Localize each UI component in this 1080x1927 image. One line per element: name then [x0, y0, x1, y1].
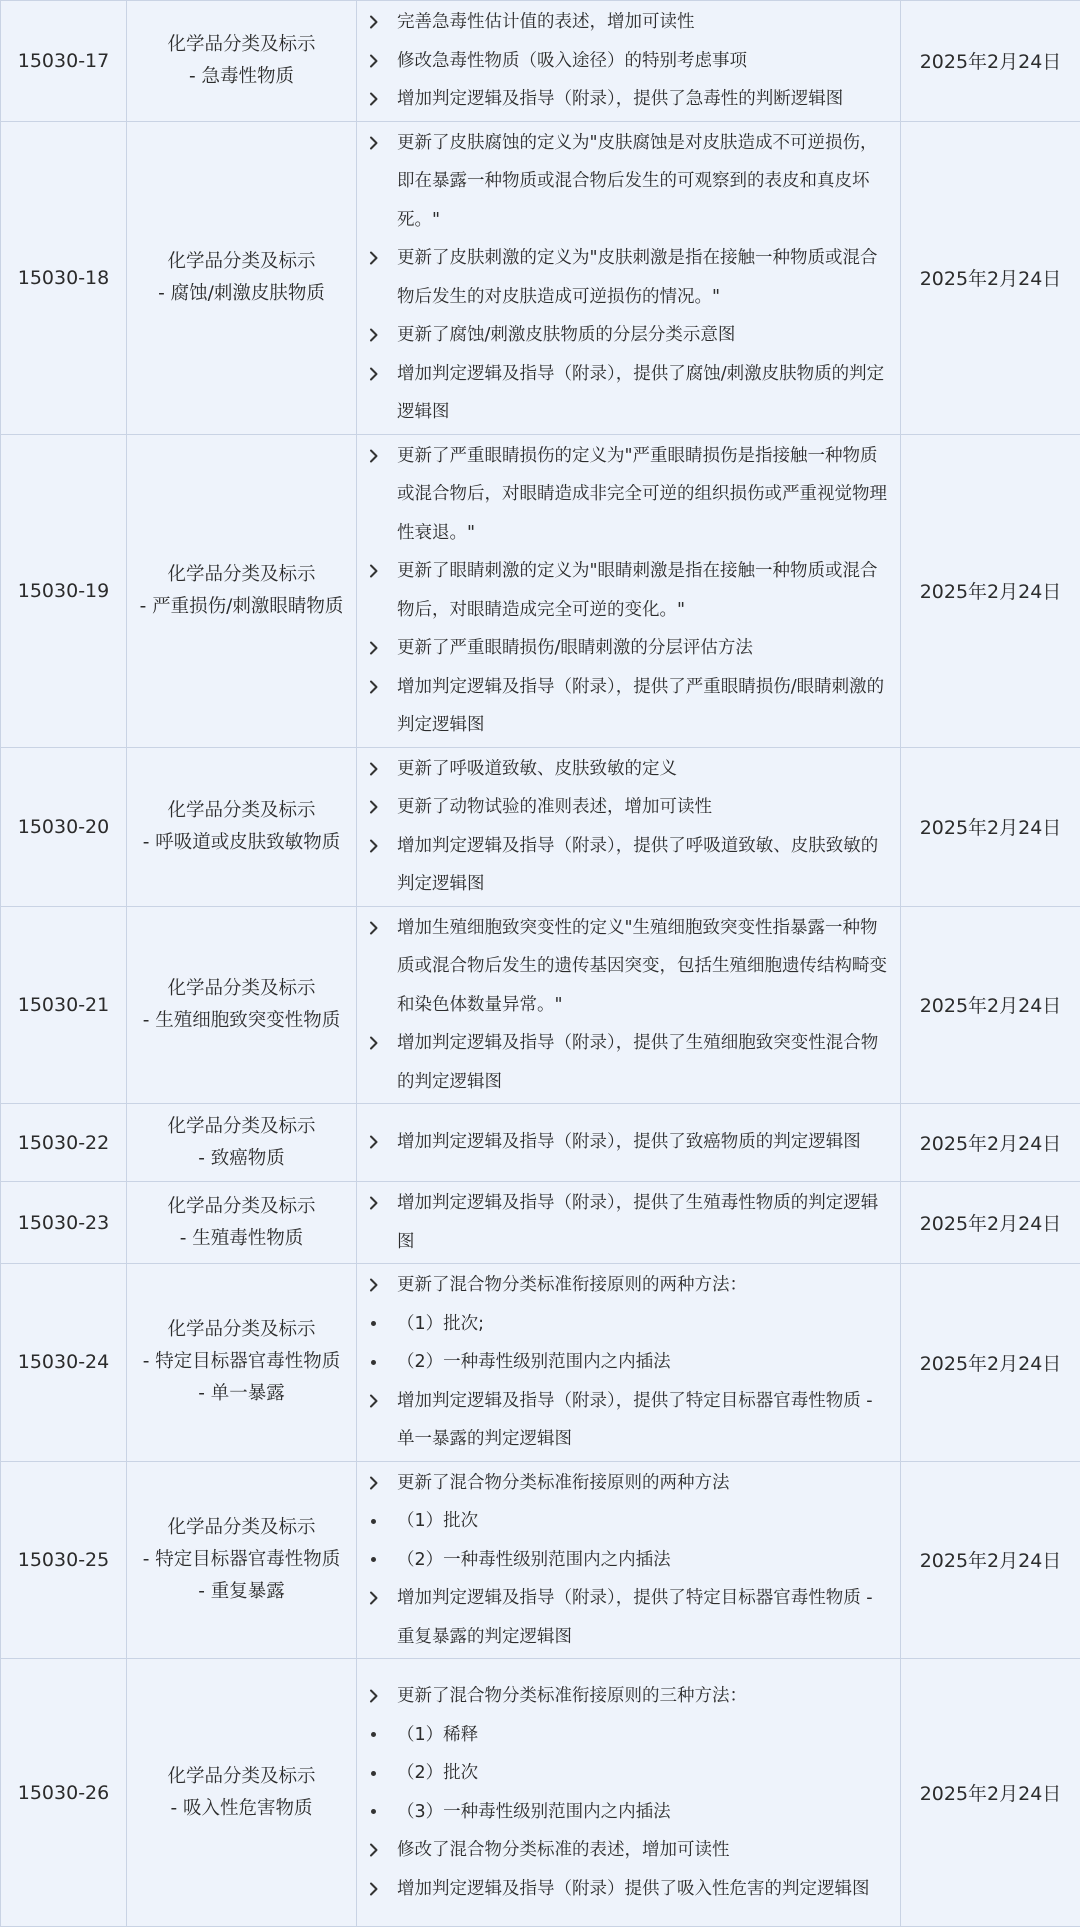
list-item: [369, 124, 888, 240]
bullet-dot-icon: [369, 1305, 397, 1343]
list-item: [369, 629, 888, 668]
chevron-right-icon: [369, 1831, 397, 1869]
chevron-right-icon: [369, 42, 397, 80]
standard-title-line: - 重复暴露: [127, 1576, 356, 1608]
list-item: [369, 1793, 888, 1832]
list-item: [369, 1870, 888, 1909]
chevron-right-icon: [369, 3, 397, 41]
list-item: [369, 552, 888, 629]
standard-title-line: - 急毒性物质: [127, 61, 356, 93]
change-list: [357, 1182, 901, 1264]
standard-title: [127, 1659, 357, 1927]
list-item: [369, 1831, 888, 1870]
list-item: [369, 1541, 888, 1580]
table-row: [1, 1, 1080, 122]
standard-title-line: - 致癌物质: [127, 1143, 356, 1175]
change-list: [357, 1461, 901, 1659]
list-item: [369, 1382, 888, 1459]
table-row: [1, 747, 1080, 906]
chevron-right-icon: [369, 552, 397, 590]
bullet-dot-icon: [369, 1541, 397, 1579]
change-list: [357, 434, 901, 747]
chevron-right-icon: [369, 827, 397, 865]
standard-title: [127, 434, 357, 747]
standard-code: 15030-21: [1, 906, 127, 1104]
standard-title-line: - 特定目标器官毒性物质: [127, 1346, 356, 1378]
effective-date: 2025年2月24日: [901, 1461, 1080, 1659]
bullet-dot-icon: [369, 1793, 397, 1831]
change-text: 增加判定逻辑及指导（附录），提供了致癌物质的判定逻辑图: [397, 1123, 888, 1162]
list-item: [369, 42, 888, 81]
chevron-right-icon: [369, 1266, 397, 1304]
effective-date: 2025年2月24日: [901, 1264, 1080, 1462]
standard-title-line: 化学品分类及标示: [127, 1761, 356, 1793]
chevron-right-icon: [369, 1677, 397, 1715]
change-text: 增加判定逻辑及指导（附录），提供了严重眼睛损伤/眼睛刺激的判定逻辑图: [397, 668, 888, 745]
change-text: 更新了眼睛刺激的定义为"眼睛刺激是指在接触一种物质或混合物后，对眼睛造成完全可逆的变化。": [397, 552, 888, 629]
change-text: 增加判定逻辑及指导（附录），提供了呼吸道致敏、皮肤致敏的判定逻辑图: [397, 827, 888, 904]
list-item: [369, 437, 888, 553]
change-text: 增加判定逻辑及指导（附录），提供了生殖细胞致突变性混合物的判定逻辑图: [397, 1024, 888, 1101]
chevron-right-icon: [369, 668, 397, 706]
change-text: 修改急毒性物质（吸入途径）的特别考虑事项: [397, 42, 888, 81]
change-text: （2）批次: [397, 1754, 888, 1793]
change-text: 增加判定逻辑及指导（附录），提供了生殖毒性物质的判定逻辑图: [397, 1184, 888, 1261]
standard-code: 15030-17: [1, 1, 127, 122]
standard-code: 15030-19: [1, 434, 127, 747]
list-item: [369, 355, 888, 432]
change-text: 更新了混合物分类标准衔接原则的两种方法：: [397, 1266, 888, 1305]
standard-title-line: - 生殖毒性物质: [127, 1223, 356, 1255]
change-text: 更新了皮肤刺激的定义为"皮肤刺激是指在接触一种物质或混合物后发生的对皮肤造成可逆损伤的情况。": [397, 239, 888, 316]
effective-date: 2025年2月24日: [901, 1, 1080, 122]
list-item: [369, 3, 888, 42]
list-item: [369, 1343, 888, 1382]
list-item: [369, 80, 888, 119]
standard-title-line: - 腐蚀/刺激皮肤物质: [127, 278, 356, 310]
list-item: [369, 1716, 888, 1755]
effective-date: 2025年2月24日: [901, 747, 1080, 906]
list-item: [369, 1677, 888, 1716]
standard-title: [127, 1182, 357, 1264]
change-text: 增加判定逻辑及指导（附录），提供了特定目标器官毒性物质 - 单一暴露的判定逻辑图: [397, 1382, 888, 1459]
standard-title-line: - 严重损伤/刺激眼睛物质: [127, 591, 356, 623]
chevron-right-icon: [369, 1024, 397, 1062]
change-text: 增加判定逻辑及指导（附录），提供了特定目标器官毒性物质 - 重复暴露的判定逻辑图: [397, 1579, 888, 1656]
change-text: 更新了混合物分类标准衔接原则的三种方法：: [397, 1677, 888, 1716]
standard-title-line: 化学品分类及标示: [127, 1512, 356, 1544]
list-item: [369, 1754, 888, 1793]
bullet-dot-icon: [369, 1343, 397, 1381]
standard-code: 15030-22: [1, 1104, 127, 1182]
standard-title: [127, 1264, 357, 1462]
standard-title-line: - 单一暴露: [127, 1378, 356, 1410]
standard-code: 15030-26: [1, 1659, 127, 1927]
table-row: [1, 1659, 1080, 1927]
change-text: 更新了呼吸道致敏、皮肤致敏的定义: [397, 750, 888, 789]
chevron-right-icon: [369, 1184, 397, 1222]
change-text: （2）一种毒性级别范围内之内插法: [397, 1541, 888, 1580]
chevron-right-icon: [369, 355, 397, 393]
standard-code: 15030-24: [1, 1264, 127, 1462]
standard-title-line: - 呼吸道或皮肤致敏物质: [127, 827, 356, 859]
standard-title: [127, 1461, 357, 1659]
change-list: [357, 1104, 901, 1182]
list-item: [369, 1579, 888, 1656]
change-text: 更新了皮肤腐蚀的定义为"皮肤腐蚀是对皮肤造成不可逆损伤，即在暴露一种物质或混合物后发生的可观察到的表皮和真皮坏死。": [397, 124, 888, 240]
bullet-dot-icon: [369, 1716, 397, 1754]
change-text: 修改了混合物分类标准的表述，增加可读性: [397, 1831, 888, 1870]
table-row: [1, 434, 1080, 747]
change-text: （1）批次;: [397, 1305, 888, 1344]
effective-date: 2025年2月24日: [901, 906, 1080, 1104]
standard-title: [127, 1, 357, 122]
change-text: 增加判定逻辑及指导（附录）提供了吸入性危害的判定逻辑图: [397, 1870, 888, 1909]
change-text: （3）一种毒性级别范围内之内插法: [397, 1793, 888, 1832]
change-text: 更新了混合物分类标准衔接原则的两种方法: [397, 1464, 888, 1503]
change-list: [357, 121, 901, 434]
chevron-right-icon: [369, 239, 397, 277]
table-row: [1, 121, 1080, 434]
chevron-right-icon: [369, 316, 397, 354]
standard-title-line: 化学品分类及标示: [127, 1111, 356, 1143]
standard-code: 15030-25: [1, 1461, 127, 1659]
standard-title: [127, 1104, 357, 1182]
table-row: [1, 1264, 1080, 1462]
chevron-right-icon: [369, 1870, 397, 1908]
change-list: [357, 1, 901, 122]
chevron-right-icon: [369, 437, 397, 475]
standard-title: [127, 747, 357, 906]
chevron-right-icon: [369, 788, 397, 826]
standard-title-line: 化学品分类及标示: [127, 973, 356, 1005]
list-item: [369, 909, 888, 1025]
standard-code: 15030-20: [1, 747, 127, 906]
list-item: [369, 788, 888, 827]
standard-title: [127, 121, 357, 434]
effective-date: 2025年2月24日: [901, 1104, 1080, 1182]
chevron-right-icon: [369, 750, 397, 788]
list-item: [369, 750, 888, 789]
standard-title-line: 化学品分类及标示: [127, 1314, 356, 1346]
chevron-right-icon: [369, 80, 397, 118]
change-text: 增加判定逻辑及指导（附录），提供了急毒性的判断逻辑图: [397, 80, 888, 119]
chevron-right-icon: [369, 1123, 397, 1161]
change-text: 完善急毒性估计值的表述，增加可读性: [397, 3, 888, 42]
effective-date: 2025年2月24日: [901, 1182, 1080, 1264]
change-text: 增加判定逻辑及指导（附录），提供了腐蚀/刺激皮肤物质的判定逻辑图: [397, 355, 888, 432]
list-item: [369, 1184, 888, 1261]
chevron-right-icon: [369, 1579, 397, 1617]
list-item: [369, 1464, 888, 1503]
standard-title-line: 化学品分类及标示: [127, 559, 356, 591]
table-row: [1, 1461, 1080, 1659]
standard-title-line: 化学品分类及标示: [127, 1191, 356, 1223]
chevron-right-icon: [369, 1464, 397, 1502]
list-item: [369, 316, 888, 355]
bullet-dot-icon: [369, 1754, 397, 1792]
list-item: [369, 1266, 888, 1305]
table-row: [1, 1104, 1080, 1182]
change-text: （1）批次: [397, 1502, 888, 1541]
list-item: [369, 1024, 888, 1101]
effective-date: 2025年2月24日: [901, 434, 1080, 747]
change-list: [357, 1659, 901, 1927]
chevron-right-icon: [369, 124, 397, 162]
list-item: [369, 1305, 888, 1344]
list-item: [369, 239, 888, 316]
chevron-right-icon: [369, 1382, 397, 1420]
effective-date: 2025年2月24日: [901, 121, 1080, 434]
standard-title: [127, 906, 357, 1104]
chevron-right-icon: [369, 909, 397, 947]
chevron-right-icon: [369, 629, 397, 667]
list-item: [369, 1123, 888, 1162]
change-text: 更新了严重眼睛损伤/眼睛刺激的分层评估方法: [397, 629, 888, 668]
standard-title-line: 化学品分类及标示: [127, 795, 356, 827]
change-list: [357, 747, 901, 906]
change-text: （2）一种毒性级别范围内之内插法: [397, 1343, 888, 1382]
list-item: [369, 1502, 888, 1541]
change-text: 更新了严重眼睛损伤的定义为"严重眼睛损伤是指接触一种物质或混合物后，对眼睛造成非完全可逆的组织损伤或严重视觉物理性衰退。": [397, 437, 888, 553]
standard-title-line: 化学品分类及标示: [127, 29, 356, 61]
change-text: （1）稀释: [397, 1716, 888, 1755]
table-body: [1, 1, 1080, 1927]
change-text: 增加生殖细胞致突变性的定义"生殖细胞致突变性指暴露一种物质或混合物后发生的遗传基因突变，包括生殖细胞遗传结构畸变和染色体数量异常。": [397, 909, 888, 1025]
standard-title-line: - 吸入性危害物质: [127, 1793, 356, 1825]
standard-code: 15030-18: [1, 121, 127, 434]
change-list: [357, 906, 901, 1104]
change-text: 更新了动物试验的准则表述，增加可读性: [397, 788, 888, 827]
change-list: [357, 1264, 901, 1462]
list-item: [369, 827, 888, 904]
standard-title-line: 化学品分类及标示: [127, 246, 356, 278]
standard-title-line: - 生殖细胞致突变性物质: [127, 1005, 356, 1037]
table-row: [1, 906, 1080, 1104]
effective-date: 2025年2月24日: [901, 1659, 1080, 1927]
change-text: 更新了腐蚀/刺激皮肤物质的分层分类示意图: [397, 316, 888, 355]
table-row: [1, 1182, 1080, 1264]
bullet-dot-icon: [369, 1502, 397, 1540]
list-item: [369, 668, 888, 745]
standard-code: 15030-23: [1, 1182, 127, 1264]
standard-title-line: - 特定目标器官毒性物质: [127, 1544, 356, 1576]
